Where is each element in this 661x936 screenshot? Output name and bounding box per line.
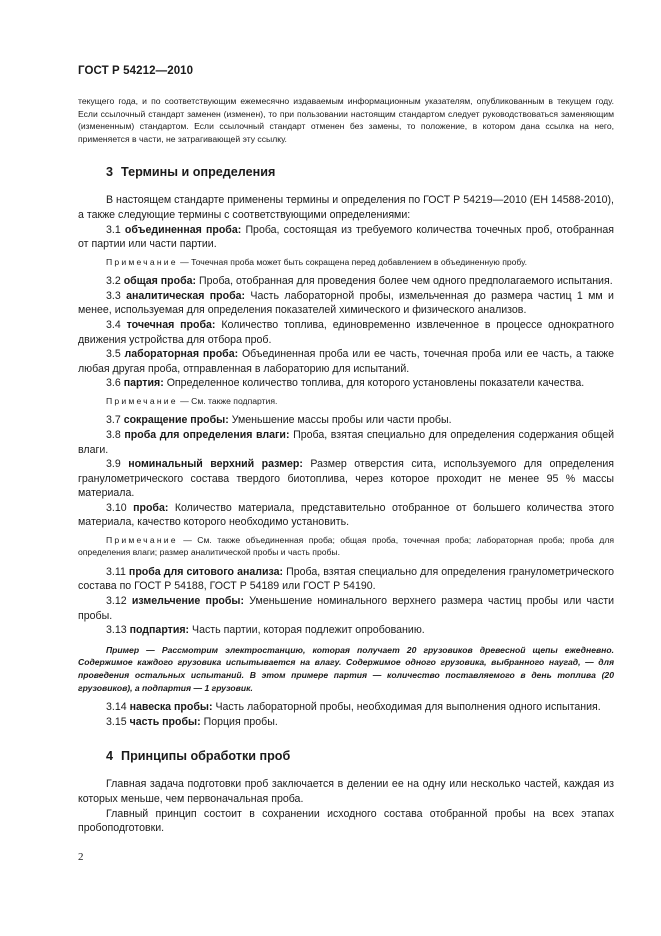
term-3-12: 3.12 измельчение пробы: Уменьшение номинального верхнего размера частиц пробы или части пробы. <box>78 595 615 622</box>
page-number: 2 <box>78 851 84 863</box>
term-3-8: 3.8 проба для определения влаги: Проба, взятая специально для определения содержания общей влаги. <box>78 428 614 456</box>
term-3-3: 3.3 аналитическая проба: Часть лабораторной пробы, измельченная до размера частиц 1 мм и менее, используемая для определения показателей химического и физического анализов. <box>78 289 614 317</box>
note-3-10: Примечание — См. также объединенная проба; общая проба, точечная проба; лабораторная проба; проба для определения влаги; размер аналитической пробы и часть пробы. <box>78 535 614 558</box>
note-3-6: Примечание — См. также подпартия. <box>106 395 278 406</box>
term-3-10: 3.10 проба: Количество материала, представительно отобранное от большего количества этого материала, качество которого необходимо установить. <box>78 501 614 529</box>
intro-paragraph: текущего года, и по соответствующим ежемесячно издаваемым информационным указателям, опубликованным в текущем году. Если ссылочный стандарт заменен (изменен), то при пользовании настоящим стандартом следует руководствоваться заменяющим (измененным) стандартом. Если ссылочный стандарт отменен без замены, то положение, в котором дана ссылка на него, применяется в части, не затрагивающей эту ссылку. <box>78 96 614 144</box>
page-content <box>78 95 614 836</box>
term-3-6: 3.6 партия: Определенное количество топлива, для которого установлены показатели качества. <box>106 377 585 390</box>
term-3-9: 3.9 номинальный верхний размер: Размер отверстия сита, используемого для определения гранулометрического состава твердого биотоплива, через которое проходит не менее 95 % массы материала. <box>78 458 614 500</box>
section-title: Термины и определения <box>121 165 276 180</box>
term-3-15: 3.15 часть пробы: Порция пробы. <box>106 715 278 728</box>
section-4-paragraph-1: Главная задача подготовки проб заключается в делении ее на одну или несколько частей, каждая из которых меньше, чем первоначальная проба. <box>78 778 614 805</box>
section-4-heading <box>78 749 614 763</box>
section-number: 4 <box>106 749 114 764</box>
section-number: 3 <box>106 165 114 180</box>
note-3-1: Примечание — Точечная проба может быть сокращена перед добавлением в объединенную пробу. <box>106 256 527 267</box>
term-3-5: 3.5 лабораторная проба: Объединенная проба или ее часть, точечная проба или ее часть, а также любая другая проба, отправленная в лабораторию для испытаний. <box>78 348 614 375</box>
term-3-14: 3.14 навеска пробы: Часть лабораторной пробы, необходимая для выполнения одного испытания. <box>106 701 601 714</box>
term-3-1: 3.1 объединенная проба: Проба, состоящая из требуемого количества точечных проб, отобранная от партии или части партии. <box>78 223 615 251</box>
section-3-heading <box>78 165 614 179</box>
document-header: ГОСТ Р 54212—2010 <box>78 65 194 77</box>
example-paragraph: Пример — Рассмотрим электростанцию, которая получает 20 грузовиков древесной щепы ежедневно. Содержимое каждого грузовика испытывается на влагу. Содержимое одного грузовика, выбранного наугад, — для проведения остальных испытаний. В этом примере партия — количество поставляемого в день топлива (20 грузовиков), а подпартия — 1 грузовик. <box>78 644 614 693</box>
section-4-paragraph-2: Главный принцип состоит в сохранении исходного состава отобранной пробы на всех этапах пробоподготовки. <box>78 807 614 835</box>
section-title: Принципы обработки проб <box>121 749 291 764</box>
term-3-7: 3.7 сокращение пробы: Уменьшение массы пробы или части пробы. <box>106 414 452 427</box>
term-3-4: 3.4 точечная проба: Количество топлива, единовременно извлеченное в процессе однократного движения устройства для отбора проб. <box>78 318 614 346</box>
term-3-2: 3.2 общая проба: Проба, отобранная для проведения более чем одного предполагаемого испытания. <box>106 275 613 288</box>
term-3-11: 3.11 проба для ситового анализа: Проба, взятая специально для определения гранулометрического состава по ГОСТ Р 54188, ГОСТ Р 54189 или ГОСТ Р 54190. <box>78 565 614 593</box>
section-3-lead: В настоящем стандарте применены термины и определения по ГОСТ Р 54219—2010 (ЕН 14588-2010), а также следующие термины с соответствующими определениями: <box>78 194 614 221</box>
term-3-13: 3.13 подпартия: Часть партии, которая подлежит опробованию. <box>106 624 425 637</box>
